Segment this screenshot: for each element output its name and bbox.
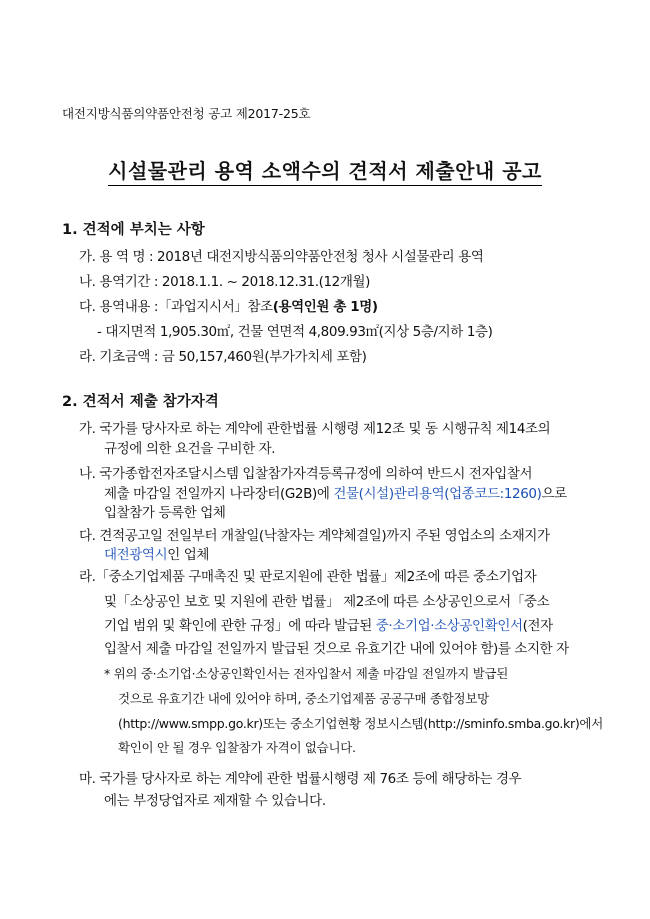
s2-item-ra-line4: 입찰서 제출 마감일 전일까지 발급된 것으로 유효기간 내에 있어야 함)를 소지한 자 bbox=[104, 641, 569, 657]
note-line4: 확인이 안 될 경우 입찰참가 자격이 없습니다. bbox=[118, 740, 356, 755]
note-line3: (http://www.smpp.go.kr)또는 중소기업현황 정보시스템(http://sminfo.smba.go.kr)에서 bbox=[118, 716, 603, 731]
s2-item-da-highlight: 대전광역시 bbox=[104, 547, 168, 563]
s1-item-da-bold: (용역인원 총 1명) bbox=[272, 299, 378, 315]
section-1-heading: 1. 견적에 부치는 사항 bbox=[62, 222, 205, 238]
note-line1: * 위의 중·소기업·소상공인확인서는 전자입찰서 제출 마감일 전일까지 발급된 bbox=[104, 666, 509, 681]
s2-item-na-line2 bbox=[104, 482, 567, 502]
s1-item-ra: 라. 기초금액 : 금 50,157,460원(부가가치세 포함) bbox=[79, 349, 367, 365]
notice-number: 대전지방식품의약품안전청 공고 제2017-25호 bbox=[62, 106, 311, 121]
s1-item-ga: 가. 용 역 명 : 2018년 대전지방식품의약품안전청 청사 시설물관리 용역 bbox=[79, 249, 484, 265]
s2-item-ga-line1: 가. 국가를 당사자로 하는 계약에 관한법률 시행령 제12조 및 동 시행규칙 제14조의 bbox=[79, 421, 551, 437]
s2-item-na-line3: 입찰참가 등록한 업체 bbox=[104, 505, 226, 521]
s2-item-na-line1: 나. 국가종합전자조달시스템 입찰참가자격등록규정에 의하여 반드시 전자입찰서 bbox=[79, 466, 533, 482]
s2-item-ma-line2: 에는 부정당업자로 제재할 수 있습니다. bbox=[104, 793, 326, 809]
s1-item-da-sub: - 대지면적 1,905.30㎡, 건물 연면적 4,809.93㎡(지상 5층/지하 1층) bbox=[97, 324, 493, 340]
s2-item-da-line2-suffix: 인 업체 bbox=[167, 547, 210, 563]
s2-item-ra-line1: 라.「중소기업제품 구매촉진 및 판로지원에 관한 법률」제2조에 따른 중소기업자 bbox=[79, 569, 537, 585]
s1-item-na: 나. 용역기간 : 2018.1.1. ~ 2018.12.31.(12개월) bbox=[79, 274, 371, 290]
s2-item-na-line2-text: 제출 마감일 전일까지 나라장터(G2B)에 bbox=[104, 486, 334, 502]
s1-item-da-text: 다. 용역내용 :「과업지시서」참조 bbox=[79, 299, 273, 315]
section-2-heading: 2. 견적서 제출 참가자격 bbox=[62, 394, 219, 410]
s2-item-ra-line3-text: 기업 범위 및 확인에 관한 규정」에 따라 발급된 bbox=[104, 618, 376, 634]
s2-item-ga-line2: 규정에 의한 요건을 구비한 자. bbox=[104, 441, 276, 457]
s2-item-ra-line3 bbox=[104, 614, 553, 634]
s2-item-ra-line3-suffix: (전자 bbox=[522, 618, 553, 634]
s2-item-ra-line2: 및「소상공인 보호 및 지원에 관한 법률」 제2조에 따른 소상공인으로서「중소 bbox=[104, 594, 550, 610]
s1-item-da bbox=[79, 295, 378, 315]
s2-item-ra-highlight: 중·소기업·소상공인확인서 bbox=[375, 618, 523, 634]
page-title-text: 시설물관리 용역 소액수의 견적서 제출안내 공고 bbox=[108, 159, 542, 186]
s2-item-na-highlight: 건물(시설)관리용역(업종코드:1260) bbox=[333, 486, 542, 502]
s2-item-ma-line1: 마. 국가를 당사자로 하는 계약에 관한 법률시행령 제 76조 등에 해당하는 경우 bbox=[79, 771, 522, 787]
s2-item-da-line2 bbox=[104, 543, 209, 563]
page-title bbox=[0, 155, 650, 184]
note-line2: 것으로 유효기간 내에 있어야 하며, 중소기업제품 공공구매 종합정보망 bbox=[118, 691, 489, 706]
s2-item-da-line1: 다. 견적공고일 전일부터 개찰일(낙찰자는 계약체결일)까지 주된 영업소의 소재지가 bbox=[79, 528, 550, 544]
s2-item-na-line2-suffix: 으로 bbox=[541, 486, 567, 502]
